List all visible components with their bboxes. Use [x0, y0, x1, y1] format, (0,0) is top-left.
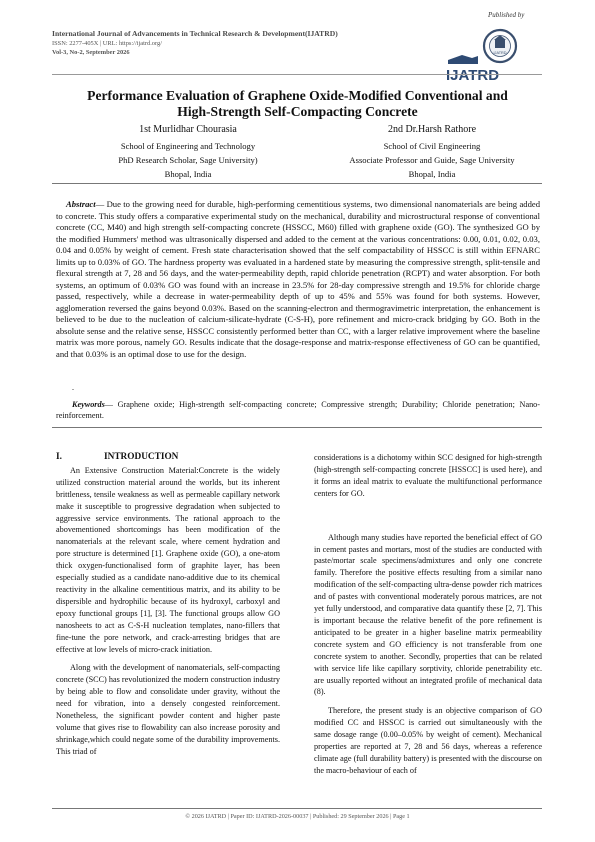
volume-line: Vol-3, No-2, September 2026 [52, 49, 130, 56]
logo-ring-text: IJATRD [493, 51, 507, 55]
abstract-label: Abstract [66, 199, 96, 209]
author-block-2 [332, 123, 532, 181]
journal-title: International Journal of Advancements in Technical Research & Development(IJATRD) [52, 29, 338, 38]
paragraph: An Extensive Construction Material:Concrete is the widely utilized construction material around the worlds, but its inherent brittleness, tensile weakness as well as permeable capillary network make it susceptible to progressive degradation when subjected to aggressive service environments. The rational approach to the abovementioned shortcomings has been modification of the nanomaterials at the relevant scale, where cement hydration and pore structure is determined [1]. Graphene oxide (GO), a one-atom thick oxygen-functionalised form of graphite layer, has been especially studied as a candidate nano-additive due to its chemical reactivity in the alkaline cementitious matrix, and its ability to be dispersible and hydrophilic because of its hydroxyl, carboxyl and epoxy functional groups [1], [3]. The functional groups allow GO nanosheets to act as C-S-H nucleation templates, nano-fillers that fine-tune the pore network, and crack-arresting bridges that are effective at low levels of micro-crack initiation. [56, 465, 280, 654]
abstract-top-rule [52, 183, 542, 184]
right-column [314, 452, 542, 784]
title-line-1: Performance Evaluation of Graphene Oxide-Modified Conventional and [87, 88, 508, 103]
journal-logo [442, 22, 522, 86]
section-heading [56, 452, 280, 464]
issn-line: ISSN: 2277-405X | URL: https://ijatrd.org/ [52, 40, 162, 47]
header-rule [52, 74, 542, 75]
author-position: PhD Research Scholar, Sage University) [118, 155, 258, 165]
paragraph: considerations is a dichotomy within SCC designed for high-strength (high-strength self-compacting concrete [HSSCC] is used here), and it forms an ideal matrix to evaluate the multifunctional performance centers for GO. [314, 453, 542, 498]
abstract [56, 199, 540, 360]
logo-emblem-icon [495, 40, 505, 48]
section-title: INTRODUCTION [104, 452, 179, 462]
left-column [56, 452, 280, 765]
paragraph: Therefore, the present study is an objective comparison of GO modified CC and HSSCC is carried out simultaneously with the same dosage range (0.00–0.05% by weight of cement). Mechanical properties are reported at 7, 28 and 56 days, whereas a reference climate age (full durability battery) is presented with the discourse on the macro-behaviour of each of [314, 706, 542, 775]
author-location: Bhopal, India [164, 169, 212, 179]
footer-rule [52, 808, 542, 809]
keywords-label: Keywords [72, 400, 105, 409]
paper-title [60, 88, 535, 120]
page-footer: © 2026 IJATRD | Paper ID: IJATRD-2026-00037 | Published: 29 September 2026 | Page 1 [185, 813, 410, 820]
author-name: 2nd Dr.Harsh Rathore [387, 124, 477, 135]
title-line-2: High-Strength Self-Compacting Concrete [177, 104, 418, 119]
keywords [56, 399, 540, 421]
author-block-1 [88, 123, 288, 181]
logo-swoosh-icon [448, 55, 478, 64]
section-number: I. [56, 452, 62, 462]
published-by-label: Published by [488, 11, 525, 19]
keywords-bottom-rule [52, 427, 542, 428]
author-position: Associate Professor and Guide, Sage University [349, 155, 515, 165]
author-location: Bhopal, India [408, 169, 456, 179]
paragraph: Along with the development of nanomaterials, self-compacting concrete (SCC) has revolutionized the modern construction industry by being able to flow and consolidate under gravity, without the need for vibration, into a densely congested reinforcement. Nonetheless, the significant powder content and higher paste volume that gives rise to flowability can also increase porosity and shrinkage,which could negate some of the durability improvements. This triad of [56, 663, 280, 756]
keywords-text: — Graphene oxide; High-strength self-compacting concrete; Compressive strength; Durability; Chloride penetration; Nano-reinforcement. [56, 400, 540, 420]
author-affiliation: School of Engineering and Technology [120, 141, 256, 151]
abstract-text: — Due to the growing need for durable, high-performing cementitious systems, two dimensional nanomaterials are being added to concrete. This study offers a comparative experimental study on the mechanical, durability and microstructural response of conventional concrete (CC, M40) and high strength self-compacting concrete (HSSCC, M60) filled with graphene oxide (GO). The synthesized GO by the modified Hummers' method was ultrasonically dispersed and added to the cement at the various concentrations: 0.00, 0.01, 0.02, 0.03, 0.04 and 0.05% by weight of cement. Fresh state characterisation showed that the self compactability of HSSCC is still within EFNARC limits up to 0.03% of GO. The hardness property was evaluated in a hardened state by measuring the compressive strength, split-tensile and flexural strength at 7, 28 and 56 days, and the water-permeability depth, rapid chloride penetration (RCPT) and water absorption. For both systems, an optimum of 0.03% GO was found with an increase in 23.5% for 28-day compressive strength and 19.5% for chloride charge passed, respectively, while a decrease in water-permeability depth of up to 45% and 55% was found for both systems. However, agglomeration reversed the gains beyond 0.03%. Based on the scanning-electron and thermogravimetric interpretation, the enhancement is believed to be due to the nucleation of calcium-silicate-hydrate (C-S-H), pore refinement and micro-crack bridging by GO. Both in the absolute sense and the relative sense, HSSCC consistently performed better than CC, with a larger relative improvement where the baseline matrix was more porous, namely GO. Results indicate that the dosage-response and matrix-response effectiveness of GO can be quantified, and that 0.03% is an optimal dose to use for the design. [56, 199, 540, 359]
logo-wordmark: IJATRD [446, 67, 500, 84]
author-name: 1st Murlidhar Chourasia [139, 124, 237, 135]
stray-mark: . [72, 383, 74, 392]
author-affiliation: School of Civil Engineering [383, 141, 481, 151]
paragraph: Although many studies have reported the beneficial effect of GO in cement pastes and mortars, most of the studies are conducted with paste/mortar scale specimens/admixtures and only one concrete family. Therefore the positive effects resulting from a similar nano modification of the self-compacting ultra-dense powder rich matrices and of pastes with conventional moderately porous matrices, are not yet fully understood, and comparative data quantify these [2, 7]. This is important because the relative benefit of the pore refinement is anticipated to be greater in a higher baseline matrix permeability concrete system and GO efficiency is not transferable from one concrete system to another. Secondly, properties that can be related with service life like capillary sorptivity, chloride penetrability etc. are usually reported without an integrated profile of mechanical data (8). [314, 532, 542, 697]
